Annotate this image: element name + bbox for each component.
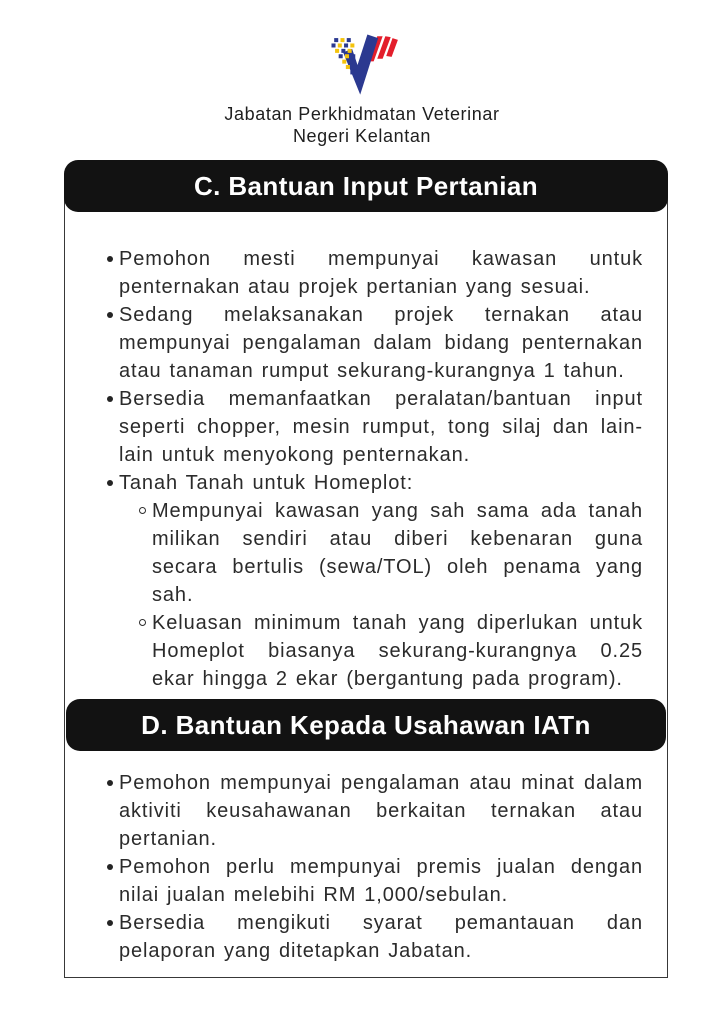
sub-bullet-text: Mempunyai kawasan yang sah sama ada tanah milikan sendiri atau diberi kebenaran guna secara bertulis (sewa/TOL) oleh penama yang sah. <box>152 500 643 606</box>
bullet-text: Sedang melaksanakan projek ternakan atau mempunyai pengalaman dalam bidang penternakan atau tanaman rumput sekurang-kurangnya 1 tahun. <box>119 304 643 382</box>
bullet-item <box>65 769 643 853</box>
org-name-line1: Jabatan Perkhidmatan Veterinar <box>224 104 500 124</box>
bullet-item <box>65 469 643 693</box>
content-frame <box>64 190 668 978</box>
document-header <box>0 0 724 147</box>
content-column <box>64 160 668 978</box>
bullet-text: Pemohon perlu mempunyai premis jualan dengan nilai jualan melebihi RM 1,000/sebulan. <box>119 856 643 906</box>
section-c-list <box>65 245 667 693</box>
bullet-item <box>65 853 643 909</box>
bullet-text: Pemohon mempunyai pengalaman atau minat dalam aktiviti keusahawanan berkaitan ternakan atau pertanian. <box>119 772 643 850</box>
section-d-list <box>65 769 667 965</box>
bullet-text: Bersedia mengikuti syarat pemantauan dan pelaporan yang ditetapkan Jabatan. <box>119 912 643 962</box>
section-c-banner <box>64 160 668 212</box>
bullet-item <box>65 909 643 965</box>
org-name-line2: Negeri Kelantan <box>292 126 432 146</box>
sub-bullet-text: Keluasan minimum tanah yang diperlukan untuk Homeplot biasanya sekurang-kurangnya 0.25 ekar hingga 2 ekar (bergantung pada program). <box>152 612 643 690</box>
veterinary-department-logo-icon <box>310 30 414 100</box>
bullet-item <box>65 385 643 469</box>
homeplot-sublist <box>119 497 643 693</box>
section-d-banner <box>66 699 666 751</box>
section-d-title: D. Bantuan Kepada Usahawan IATn <box>141 709 591 740</box>
sub-bullet-item <box>119 609 643 693</box>
bullet-item <box>65 301 643 385</box>
bullet-text: Bersedia memanfaatkan peralatan/bantuan input seperti chopper, mesin rumput, tong silaj dan lain-lain untuk menyokong penternakan. <box>119 388 643 466</box>
bullet-item <box>65 245 643 301</box>
bullet-text: Tanah Tanah untuk Homeplot: <box>119 472 414 494</box>
sub-bullet-item <box>119 497 643 609</box>
section-c-title: C. Bantuan Input Pertanian <box>193 170 539 201</box>
bullet-text: Pemohon mesti mempunyai kawasan untuk penternakan atau projek pertanian yang sesuai. <box>119 248 643 298</box>
